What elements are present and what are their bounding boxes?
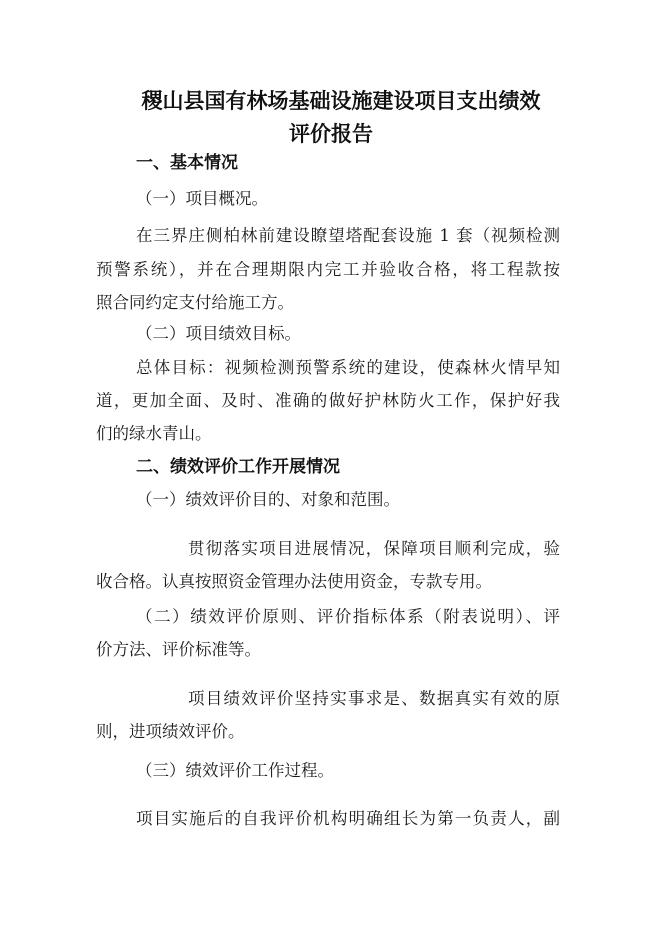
section-heading: 二、绩效评价工作开展情况 [136,457,340,477]
report-title-line-1: 稷山县国有林场基础设施建设项目支出绩效 [141,89,541,113]
subsection-heading: （一）项目概况。 [136,189,268,208]
paragraph-line: 总体目标：视频检测预警系统的建设，使森林火情早知 [136,358,560,377]
report-title-line-2: 评价报告 [289,122,373,146]
subsection-heading: （一）绩效评价目的、对象和范围。 [136,490,400,509]
paragraph-line: 照合同约定支付给施工方。 [96,293,294,312]
paragraph-line: 收合格。认真按照资金管理办法使用资金，专款专用。 [96,572,492,591]
paragraph-line: 道，更加全面、及时、准确的做好护林防火工作，保护好我 [96,391,560,410]
paragraph-line: 项目实施后的自我评价机构明确组长为第一负责人，副 [136,809,560,828]
subsection-heading: （二）项目绩效目标。 [136,324,301,343]
paragraph-line: 在三界庄侧柏林前建设瞭望塔配套设施 1 套（视频检测 [136,226,560,245]
subsection-heading-continued: 价方法、评价标准等。 [96,640,261,659]
subsection-heading: （二）绩效评价原则、评价指标体系（附表说明）、评 [136,607,560,626]
paragraph-line: 们的绿水青山。 [96,424,212,443]
section-heading: 一、基本情况 [136,153,238,173]
subsection-heading: （三）绩效评价工作过程。 [136,761,334,780]
paragraph-line: 则，进项绩效评价。 [96,722,245,741]
paragraph-line: 预警系统），并在合理期限内完工并验收合格，将工程款按 [96,260,560,279]
paragraph-line: 项目绩效评价坚持实事求是、数据真实有效的原 [188,689,560,708]
paragraph-line: 贯彻落实项目进展情况，保障项目顺利完成，验 [188,539,560,558]
